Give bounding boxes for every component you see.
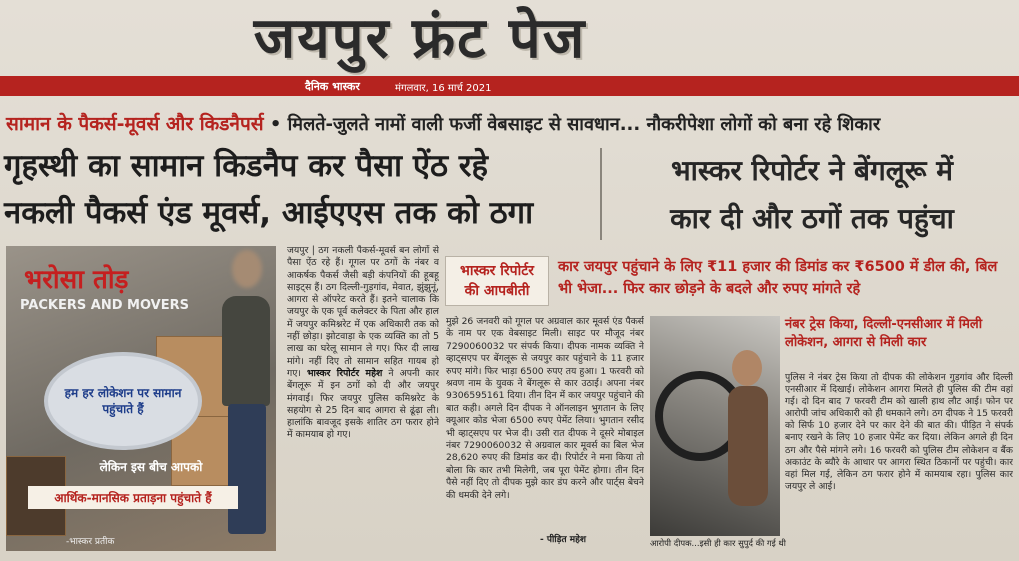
car-photo-caption: आरोपी दीपक...इसी ही कार सुपुर्द की गई थी <box>650 538 786 548</box>
reporter-story-column <box>446 316 644 551</box>
masthead <box>0 0 1019 72</box>
side-headline-line2: कार दी और ठगों तक पहुंचा <box>670 202 954 235</box>
intro-paragraph-2: ने अपनी कार बेंगलूरू में इन ठगों को दी और जयपुर मंगवाई। फिर जयपुर पुलिस कमिश्नरेट के सहयोग से 25 दिन बाद आगरा से ढूंढ़ा ली। हालांकि बावजूद इसके शातिर ठग फरार होने में कामयाब हो गए। <box>287 367 439 441</box>
police-text: पुलिस ने नंबर ट्रेस किया तो दीपक की लोकेशन गुड़गांव और दिल्ली एनसीआर में दिखाई। लोकेशन आगरा मिलते ही पुलिस की टीम वहां गई। दो दिन बाद 7 फरवरी टीम को खाली हाथ लौट आई। फोन पर आरोपी जांच अधिकारी को ही धमकाने लगे। ठग दीपक ने 15 फरवरी को सिर्फ 10 हजार देने पर कार देने की बात की। पीड़ित ने संपर्क बनाए रखने के लिए 10 हजार पेमेंट कर दिया। लेकिन अगले ही दिन ठग और पैसे मांगने लगे। 16 फरवरी को पुलिस टीम लोकेशन व बैंक अकाउंट के ब्यौरे के आधार पर आगरा स्थित ठिकानों पर पहुंची। कार वहां मिल गई, लेकिन ठग फरार होने में कामयाब रहा। पुलिस कार जयपुर ले आई। <box>785 372 1013 492</box>
photo-credit: -भास्कर प्रतीक <box>66 537 115 547</box>
photo-caption-1: लेकिन इस बीच आपको <box>99 460 203 474</box>
main-headline-line1: गृहस्थी का सामान किडनैप कर पैसा ऐंठ रहे <box>4 148 488 184</box>
paper-name: दैनिक भास्कर <box>305 80 360 93</box>
date-bar <box>0 76 1019 96</box>
reporter-story-line1: भास्कर रिपोर्टर <box>460 263 534 279</box>
intro-lead: भास्कर रिपोर्टर महेश <box>306 367 383 379</box>
driver-body <box>728 386 768 506</box>
byline-sign: - पीड़ित महेश <box>540 535 587 545</box>
reporter-story-box <box>445 256 549 306</box>
mover-head <box>232 250 262 288</box>
side-headline <box>612 147 1012 243</box>
intro-column <box>287 245 439 550</box>
photo-caption-2: आर्थिक-मानसिक प्रताड़ना पहुंचाते हैं <box>28 486 238 509</box>
reporter-story-text: मुझे 26 जनवरी को गूगल पर अग्रवाल कार मूवर्स एंड पैकर्स के नाम पर एक वेबसाइट मिली। साइट पर मौजूद नंबर 7290060032 पर संपर्क किया। दीपक नामक व्यक्ति ने व्हाट्सएप पर बेंगलूरू से जयपुर कार पहुंचाने के 11 हजार रुपए मांगे। फिर भाड़ा 6500 रुपए तय हुआ। 1 फरवरी को श्रवण नाम के युवक ने बेंगलूरू से कार उठाई। अपना नंबर 9306595161 दिया। तीन दिन में कार जयपुर पहुंचाने की बात कही। अगले दिन दीपक ने ऑनलाइन भुगतान के लिए क्यूआर कोड भेजा 6500 रुपए पेमेंट लिया। भुगतान रसीद भी व्हाट्सएप पर भेज दी। उसी रात दीपक ने दूसरे मोबाइल नंबर 7290060032 से अग्रवाल कार मूवर्स का बिल भेज 28,620 रुपए की डिमांड कर दी। रिपोर्टर ने मना किया तो बोला कि कार तभी मिलेगी, जब पूरा पेमेंट होगा। तीन दिन पैसे नहीं दिए तो दीपक मुझे कार डंप करने और पार्ट्स बेचने की धमकी देने लगे। <box>446 316 644 501</box>
police-column <box>785 372 1013 552</box>
masthead-title: जयपुर फ्रंट पेज <box>253 6 587 71</box>
packers-label: PACKERS AND MOVERS <box>20 298 189 313</box>
reporter-story-line2: की आपबीती <box>464 283 530 299</box>
photo-title: भरोसा तोड़ <box>24 265 129 295</box>
car-photo <box>650 316 780 536</box>
callout-text: हम हर लोकेशन पर सामान पहुंचाते हैं <box>64 386 182 416</box>
callout-burst <box>48 356 198 446</box>
story-deck: कार जयपुर पहुंचाने के लिए ₹11 हजार की डिमांड कर ₹6500 में डील की, बिल भी भेजा... फिर कार छोड़ने के बदले और रुपए मांगते रहे <box>558 259 998 297</box>
headline-divider <box>600 148 602 240</box>
intro-paragraph: जयपुर | ठग नकली पैकर्स-मूवर्स बन लोगों से पैसा ऐंठ रहे हैं। गूगल पर ठगों के नंबर व आकर्षक पैकर्स जैसी बड़ी कंपनियों की हूबहू साइट्स हैं। ठग दिल्ली-गुड़गांव, मेवात, झुंझुनूं, आगरा से ऑपरेट करते हैं। इतने चालाक कि जयपुर के एक पूर्व कलेक्टर के पिता और हाल में जयपुर कमिश्नरेट में एक अधिकारी तक को नहीं छोड़ा। झोटवाड़ा के एक व्यक्ति का तो 5 लाख का घरेलू सामान ले गए। फिर दी लाख मांगे। नहीं दिए तो सामान सहित गायब हो गए। <box>287 245 439 379</box>
side-headline-line1: भास्कर रिपोर्टर ने बेंगलूरू में <box>671 154 953 187</box>
kicker-line <box>6 110 1016 140</box>
kicker-summary: • मिलते-जुलते नामों वाली फर्जी वेबसाइट से सावधान... नौकरीपेशा लोगों को बना रहे शिकार <box>263 114 881 135</box>
mover-body <box>222 296 270 406</box>
driver-head <box>732 350 762 386</box>
paper-date: मंगलवार, 16 मार्च 2021 <box>395 83 492 94</box>
illustration-photo <box>6 246 276 551</box>
main-headline-line2: नकली पैकर्स एंड मूवर्स, आईएएस तक को ठगा <box>4 195 534 231</box>
main-headline <box>4 143 594 237</box>
kicker-topic: सामान के पैकर्स-मूवर्स और किडनैपर्स <box>6 113 264 135</box>
police-subhead: नंबर ट्रेस किया, दिल्ली-एनसीआर में मिली लोकेशन, आगरा से मिली कार <box>785 317 983 350</box>
